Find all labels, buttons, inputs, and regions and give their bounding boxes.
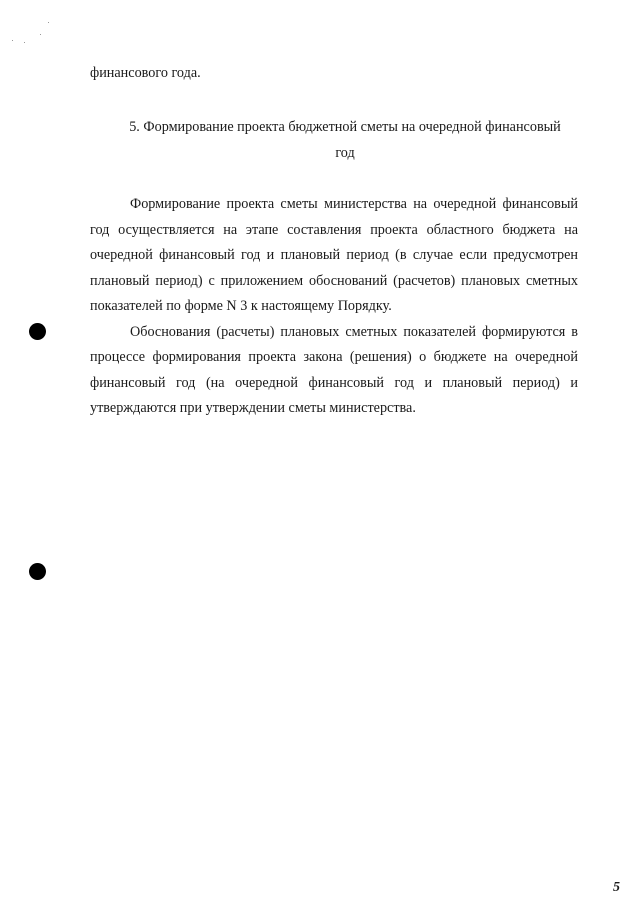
page-number: 5 — [613, 880, 620, 895]
scan-speck — [24, 42, 25, 43]
scan-speck — [12, 40, 13, 41]
punch-hole — [29, 323, 46, 340]
section-heading-line1: 5. Формирование проекта бюджетной сметы на очередной финансовый — [129, 119, 561, 135]
section-heading-line2: год — [335, 145, 355, 161]
punch-hole — [29, 563, 46, 580]
scan-speck — [48, 22, 49, 23]
section-heading — [90, 114, 600, 166]
body-text — [90, 192, 578, 422]
scan-speck — [40, 34, 41, 35]
paragraph-1: Формирование проекта сметы министерства на очередной финансовый год осуществляется на этапе составления проекта областного бюджета на очередной финансовый год и плановый период (в случае если предусмотрен плановый период) с приложением обоснований (расчетов) плановых сметных показателей по форме N 3 к настоящему Порядку. — [90, 196, 578, 314]
paragraph-2: Обоснования (расчеты) плановых сметных показателей формируются в процессе формирования проекта закона (решения) о бюджете на очередной финансовый год (на очередной финансовый год и плановый период) и утверждаются при утверждении сметы министерства. — [90, 323, 578, 416]
continuation-text: финансового года. — [90, 65, 201, 81]
